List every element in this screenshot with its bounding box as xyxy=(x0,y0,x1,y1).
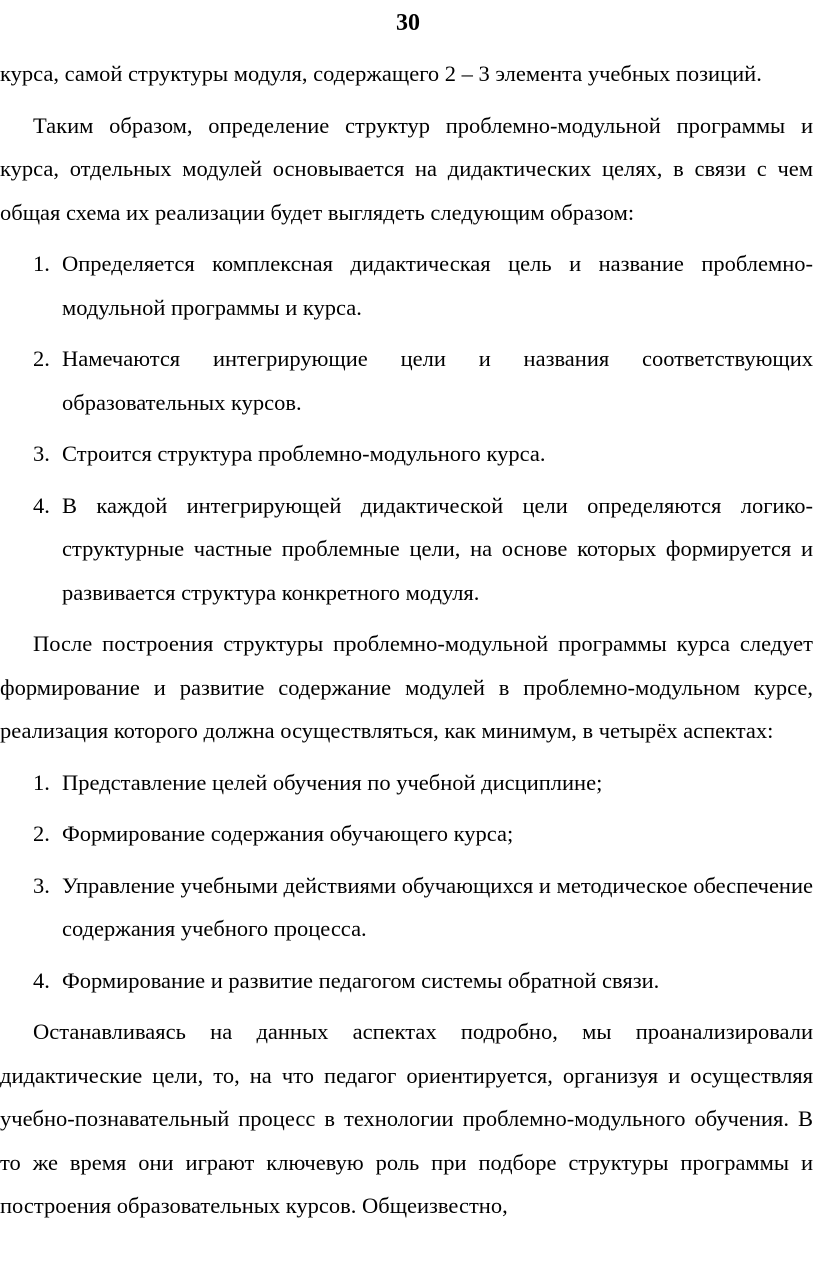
list-item-number: 2. xyxy=(33,346,50,371)
list-item xyxy=(0,864,813,951)
list-item-number: 3. xyxy=(33,441,50,466)
list-item-text: Строится структура проблемно-модульного курса. xyxy=(62,441,546,466)
list-item xyxy=(0,812,813,856)
paragraph-continuation: курса, самой структуры модуля, содержащего 2 – 3 элемента учебных позиций. xyxy=(0,61,762,86)
list-item xyxy=(0,432,813,476)
list-item-number: 1. xyxy=(33,769,50,795)
list-item-number: 4. xyxy=(33,492,50,518)
list-item-text: Формирование содержания обучающего курса; xyxy=(62,821,514,846)
list-item-number: 1. xyxy=(33,251,50,276)
paragraph-aspects-intro: После построения структуры проблемно-модульной программы курса следует формирование и развитие содержание модулей в проблемно-модульном курсе, реализация которого должна осуществляться, как минимум, в четырёх аспектах: xyxy=(0,631,813,743)
list-item xyxy=(0,761,813,805)
list-item-text: Определяется комплексная дидактическая цель и название проблемно-модульной программы и курса. xyxy=(62,251,813,320)
page-content xyxy=(0,52,813,1228)
page-number: 30 xyxy=(396,10,420,36)
list-item-text: Представление целей обучения по учебной дисциплине; xyxy=(62,769,603,795)
list-item-text: Управление учебными действиями обучающихся и методическое обеспечение содержания учебного процесса. xyxy=(62,872,813,941)
list-item-number: 4. xyxy=(33,967,50,993)
list-item xyxy=(0,959,813,1003)
list-item-number: 3. xyxy=(33,872,50,898)
list-item-text: Намечаются интегрирующие цели и названия соответствующих образовательных курсов. xyxy=(62,346,813,415)
paragraph-structure-definition: Таким образом, определение структур проблемно-модульной программы и курса, отдельных модулей основывается на дидактических целях, в связи с чем общая схема их реализации будет выглядеть следующим образом: xyxy=(0,112,813,225)
paragraph-analysis: Останавливаясь на данных аспектах подробно, мы проанализировали дидактические цели, то, на что педагог ориентируется, организуя и осуществляя учебно-познавательный процесс в технологии проблемно-модульного обучения. В то же время они играют ключевую роль при подборе структуры программы и построения образовательных курсов. Общеизвестно, xyxy=(0,1019,813,1218)
list-item-text: Формирование и развитие педагогом системы обратной связи. xyxy=(62,967,660,993)
list-item xyxy=(0,484,813,615)
list-item-number: 2. xyxy=(33,821,50,846)
list-item-text: В каждой интегрирующей дидактической цели определяются логико-структурные частные проблемные цели, на основе которых формируется и развивается структура конкретного модуля. xyxy=(62,492,813,605)
aspects-list xyxy=(0,761,813,1003)
implementation-steps-list xyxy=(0,242,813,614)
list-item xyxy=(0,337,813,424)
list-item xyxy=(0,242,813,329)
